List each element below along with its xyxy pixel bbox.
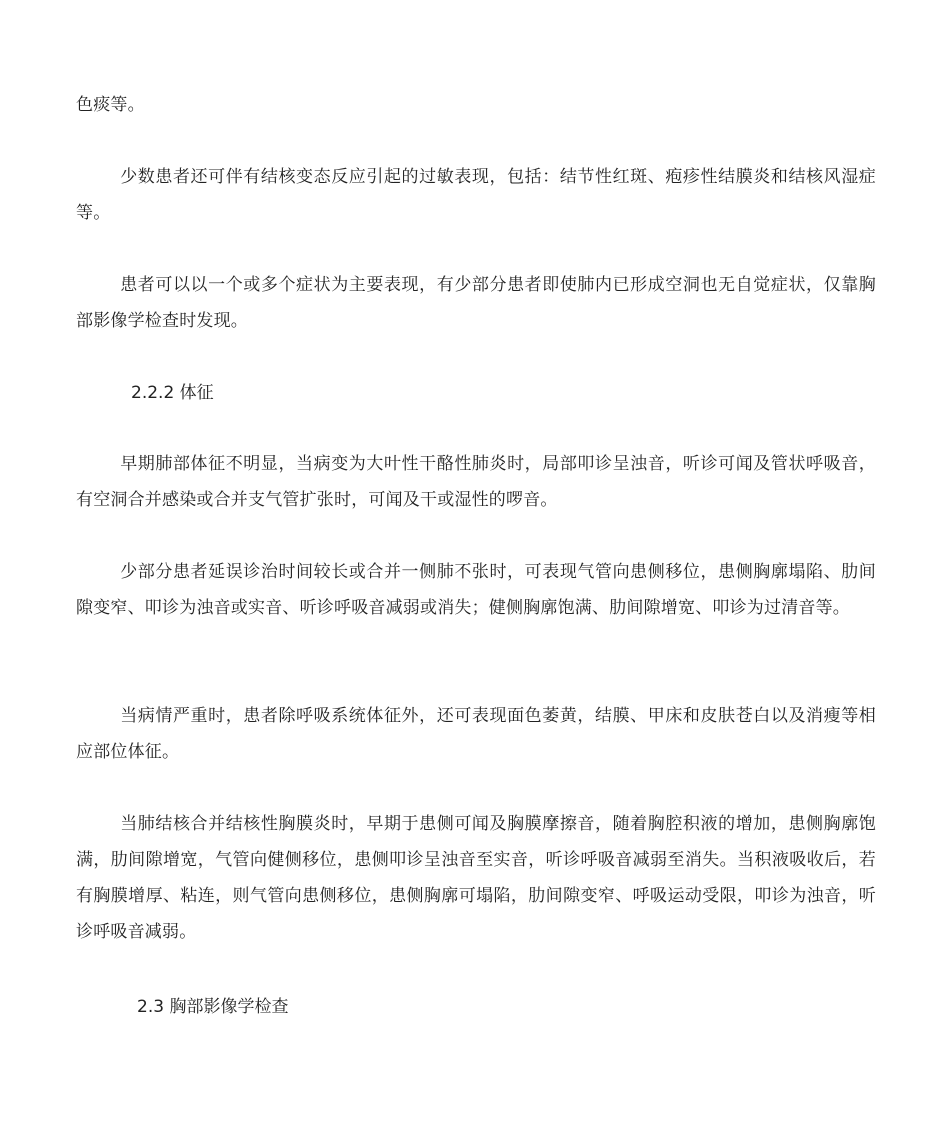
paragraph-main-symptoms: 患者可以以一个或多个症状为主要表现，有少部分患者即使肺内已形成空洞也无自觉症状，仅靠胸部影像学检查时发现。 — [76, 275, 876, 331]
paragraph-pleurisy-signs: 当肺结核合并结核性胸膜炎时，早期于患侧可闻及胸膜摩擦音，随着胸腔积液的增加，患侧胸廓饱满，肋间隙增宽，气管向健侧移位，患侧叩诊呈浊音至实音，听诊呼吸音减弱至消失。当积液吸收后，若有胸膜增厚、粘连，则气管向患侧移位，患侧胸廓可塌陷，肋间隙变窄、呼吸运动受限，叩诊为浊音，听诊呼吸音减弱。 — [76, 814, 876, 942]
section-heading-signs: 2.2.2 体征 — [131, 383, 214, 403]
paragraph-delayed-treatment-signs: 少部分患者延误诊治时间较长或合并一侧肺不张时，可表现气管向患侧移位，患侧胸廓塌陷、肋间隙变窄、叩诊为浊音或实音、听诊呼吸音减弱或消失；健侧胸廓饱满、肋间隙增宽、叩诊为过清音等。 — [76, 562, 876, 618]
section-heading-imaging: 2.3 胸部影像学检查 — [137, 997, 289, 1017]
paragraph-allergic-manifestations: 少数患者还可伴有结核变态反应引起的过敏表现，包括：结节性红斑、疱疹性结膜炎和结核风湿症等。 — [76, 167, 876, 223]
paragraph-early-signs: 早期肺部体征不明显，当病变为大叶性干酪性肺炎时，局部叩诊呈浊音，听诊可闻及管状呼吸音，有空洞合并感染或合并支气管扩张时，可闻及干或湿性的啰音。 — [76, 454, 876, 510]
paragraph-severe-condition-signs: 当病情严重时，患者除呼吸系统体征外，还可表现面色萎黄，结膜、甲床和皮肤苍白以及消瘦等相应部位体征。 — [76, 706, 876, 762]
paragraph-continuation: 色痰等。 — [76, 95, 145, 115]
